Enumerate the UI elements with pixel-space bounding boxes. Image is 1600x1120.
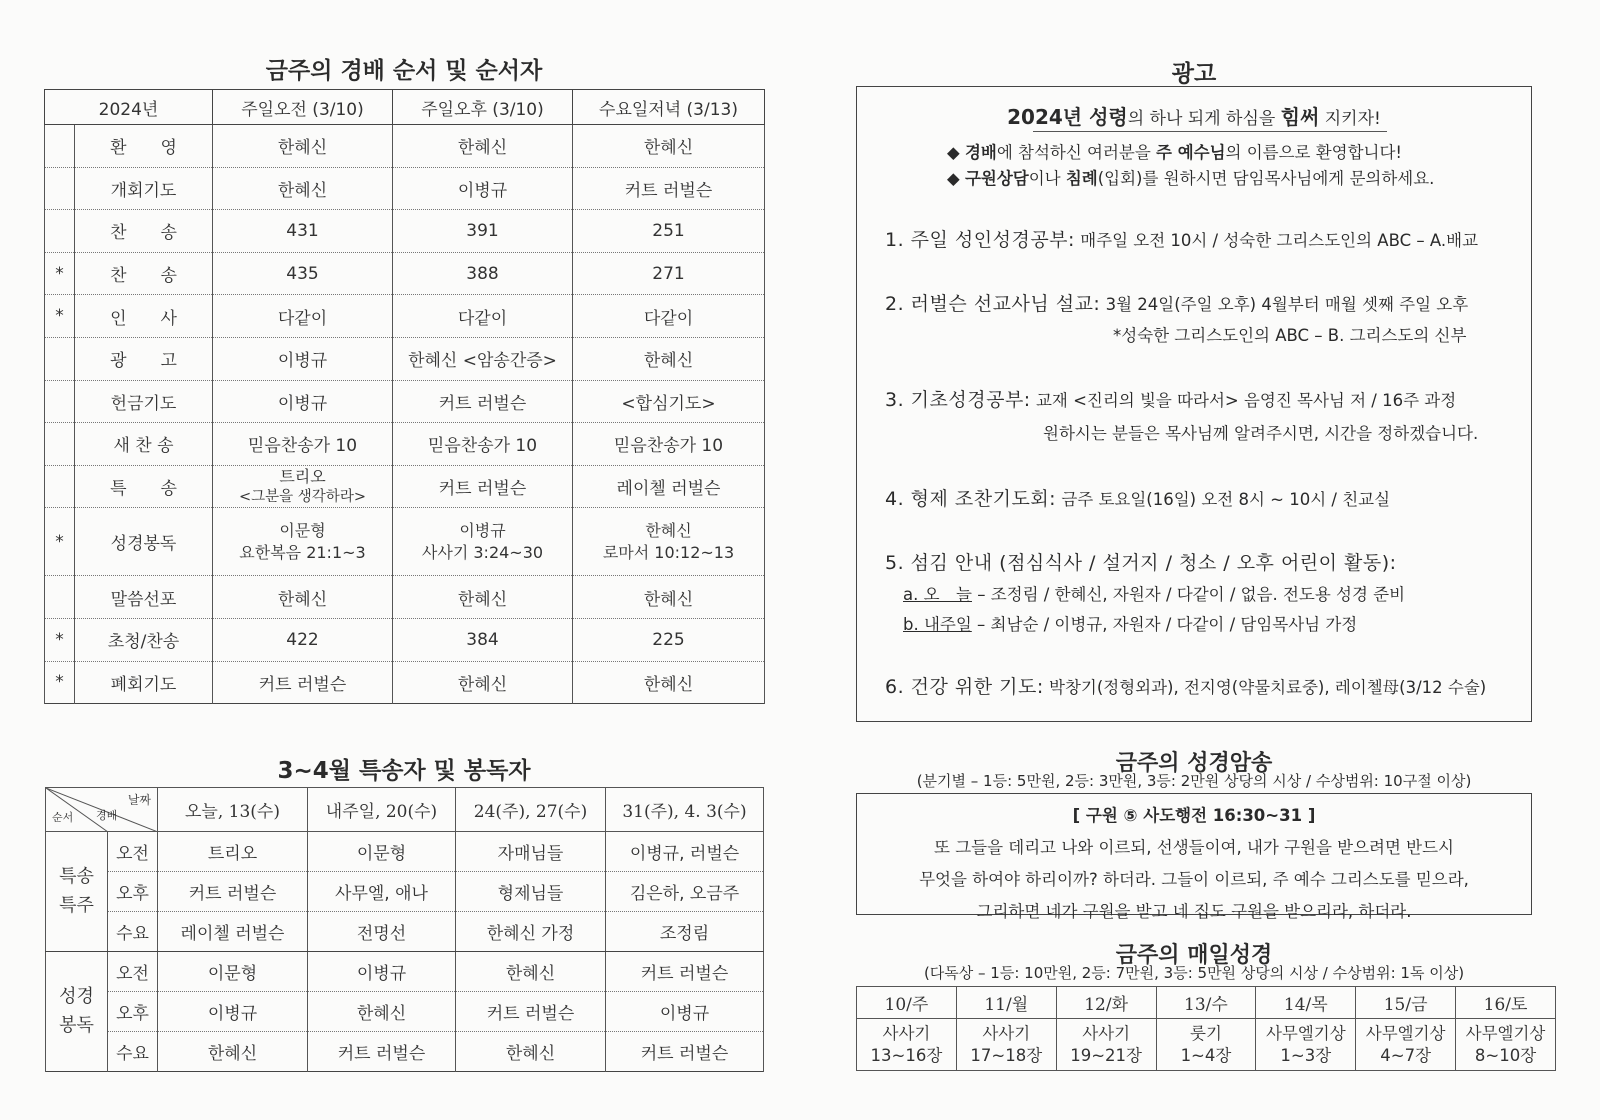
wednesday-header: 수요일저녁 (3/13)	[573, 90, 765, 125]
stand-marker	[45, 465, 75, 508]
sunday-am-cell: 다같이	[213, 295, 393, 338]
corner-worship-label: 경배	[96, 809, 118, 822]
header-row	[46, 788, 764, 832]
schedule-cell: 레이첼 러벌슨	[158, 912, 308, 952]
sunday-am-cell: 431	[213, 210, 393, 253]
book: 사사기	[982, 1024, 1031, 1044]
motto-underline	[1033, 131, 1387, 132]
order-label: 폐회기도	[75, 661, 213, 704]
diamond-bullet-icon: ◆	[947, 169, 960, 188]
daily-reading-title: 금주의 매일성경	[1115, 943, 1273, 968]
verse-line: 그리하면 네가 구원을 받고 네 집도 구원을 받으리라, 하더라.	[976, 902, 1412, 921]
header-row	[857, 987, 1556, 1019]
announcement-item	[885, 484, 1390, 511]
emphasis: 구원상담	[964, 169, 1029, 188]
book: 룻기	[1190, 1024, 1222, 1044]
wednesday-cell: 한혜신	[573, 337, 765, 380]
slot-label: 오전	[108, 832, 158, 872]
table-row	[46, 832, 764, 872]
chapters: 8~10장	[1474, 1045, 1537, 1065]
schedule-cell: 한혜신	[456, 952, 606, 992]
sunday-am-cell: 믿음찬송가 10	[213, 423, 393, 466]
wednesday-cell: 225	[573, 618, 765, 661]
sunday-pm-cell: 다같이	[393, 295, 573, 338]
group-label-line: 특송	[59, 865, 94, 887]
order-label: 찬 송	[75, 252, 213, 295]
item-heading: 6. 건강 위한 기도:	[885, 676, 1044, 698]
schedule-cell: 김은하, 오금주	[606, 872, 764, 912]
group-label-special-music	[46, 832, 108, 952]
stand-marker	[45, 380, 75, 423]
item-heading: 3. 기초성경공부:	[885, 389, 1031, 411]
service-today	[903, 581, 1405, 605]
sunday-pm-cell: 한혜신	[393, 125, 573, 168]
sunday-am-cell	[213, 465, 393, 508]
day-header: 10/주	[857, 987, 957, 1019]
wednesday-cell	[573, 508, 765, 576]
item-body: 박창기(정형외과), 전지영(약물치료중), 레이첼母(3/12 수술)	[1043, 678, 1487, 697]
emphasis: 경배	[964, 143, 997, 162]
stand-marker: *	[45, 295, 75, 338]
schedule-cell: 커트 러벌슨	[606, 952, 764, 992]
schedule-cell: 사무엘, 애나	[308, 872, 456, 912]
stand-marker	[45, 576, 75, 619]
reading-cell	[1056, 1019, 1156, 1071]
stand-marker: *	[45, 252, 75, 295]
reader: 이병규	[459, 521, 506, 541]
text: 의 이름으로 환영합니다!	[1225, 143, 1403, 162]
order-label: 성경봉독	[75, 508, 213, 576]
sunday-pm-cell: 388	[393, 252, 573, 295]
schedule-cell: 이병규	[308, 952, 456, 992]
text: 이나	[1028, 169, 1066, 188]
order-label: 개회기도	[75, 167, 213, 210]
schedule-cell: 한혜신 가정	[456, 912, 606, 952]
day-header: 12/화	[1056, 987, 1156, 1019]
table-row	[46, 872, 764, 912]
scripture: 요한복음 21:1~3	[239, 542, 366, 562]
reading-cell	[857, 1019, 957, 1071]
scripture: 로마서 10:12~13	[602, 542, 735, 562]
memory-verse-title: 금주의 성경암송	[1115, 751, 1273, 776]
table-row	[45, 337, 765, 380]
day-header: 11/월	[956, 987, 1056, 1019]
wednesday-cell: 251	[573, 210, 765, 253]
verse-line: 무엇을 하여야 하리이까? 하더라. 그들이 이르되, 주 예수 그리스도를 믿으라,	[919, 870, 1469, 889]
sunday-pm-cell: 믿음찬송가 10	[393, 423, 573, 466]
worship-order-title: 금주의 경배 순서 및 순서자	[265, 58, 543, 84]
reading-cell	[1356, 1019, 1456, 1071]
item-heading: 1. 주일 성인성경공부:	[885, 229, 1075, 251]
schedule-table	[45, 787, 764, 1072]
wednesday-cell: 커트 러벌슨	[573, 167, 765, 210]
sunday-am-cell: 435	[213, 252, 393, 295]
memory-verse-box	[856, 793, 1532, 921]
corner-header	[46, 788, 158, 832]
schedule-cell: 커트 러벌슨	[456, 992, 606, 1032]
stand-marker: *	[45, 661, 75, 704]
table-row	[45, 380, 765, 423]
sunday-am-cell: 한혜신	[213, 125, 393, 168]
item-body: 3월 24일(주일 오후) 4월부터 매월 셋째 주일 오후	[1100, 295, 1469, 314]
schedule-cell: 조정림	[606, 912, 764, 952]
table-row	[46, 952, 764, 992]
table-row	[45, 661, 765, 704]
schedule-cell: 한혜신	[456, 1032, 606, 1072]
motto-part: 2024년	[1007, 105, 1090, 129]
announcement-item	[885, 225, 1478, 252]
table-row	[45, 125, 765, 168]
table-row	[45, 252, 765, 295]
schedule-cell: 커트 러벌슨	[308, 1032, 456, 1072]
book: 사무엘기상	[1465, 1024, 1546, 1044]
order-label: 인 사	[75, 295, 213, 338]
order-label: 헌금기도	[75, 380, 213, 423]
day-header: 14/목	[1256, 987, 1356, 1019]
table-row	[45, 295, 765, 338]
stand-marker	[45, 423, 75, 466]
wednesday-cell: <합심기도>	[573, 380, 765, 423]
wednesday-cell: 한혜신	[573, 661, 765, 704]
schedule-cell: 이병규, 러벌슨	[606, 832, 764, 872]
diamond-bullet-icon: ◆	[947, 143, 960, 162]
chapters: 17~18장	[970, 1045, 1043, 1065]
sub-text: – 최남순 / 이병규, 자원자 / 다같이 / 담임목사님 가정	[971, 615, 1358, 634]
sunday-am-cell: 422	[213, 618, 393, 661]
date-header: 24(주), 27(수)	[456, 788, 606, 832]
schedule-cell: 형제님들	[456, 872, 606, 912]
ads-title: 광고	[1171, 61, 1217, 87]
emphasis: 침례	[1065, 169, 1098, 188]
scripture: 사사기 3:24~30	[421, 542, 544, 562]
schedule-cell: 커트 러벌슨	[158, 872, 308, 912]
sunday-pm-cell: 한혜신	[393, 661, 573, 704]
stand-marker	[45, 210, 75, 253]
reading-cell	[956, 1019, 1056, 1071]
text: 에 참석하신 여러분을	[996, 143, 1157, 162]
stand-marker	[45, 167, 75, 210]
sunday-pm-cell: 한혜신 <암송간증>	[393, 337, 573, 380]
item-heading: 2. 러벌슨 선교사님 설교:	[885, 293, 1101, 315]
schedule-cell: 커트 러벌슨	[606, 1032, 764, 1072]
table-row	[45, 508, 765, 576]
table-row	[45, 465, 765, 508]
day-header: 13/수	[1156, 987, 1256, 1019]
corner-date-label: 날짜	[127, 793, 151, 807]
date-header: 31(주), 4. 3(수)	[606, 788, 764, 832]
schedule-title: 3~4월 특송자 및 봉독자	[277, 758, 531, 784]
date-header: 오늘, 13(수)	[158, 788, 308, 832]
schedule-cell: 이문형	[158, 952, 308, 992]
table-row	[45, 423, 765, 466]
announcement-item	[885, 672, 1486, 699]
sunday-pm-cell	[393, 508, 573, 576]
item-body: 금주 토요일(16일) 오전 8시 ~ 10시 / 친교실	[1056, 490, 1391, 509]
stand-marker	[45, 125, 75, 168]
motto-part: 의 하나 되게 하심을	[1127, 109, 1281, 129]
verse-line: 또 그들을 데리고 나와 이르되, 선생들이여, 내가 구원을 받으려면 반드시	[934, 838, 1454, 857]
performer: 트리오	[279, 466, 326, 486]
order-label: 특 송	[75, 465, 213, 508]
sunday-am-cell	[213, 508, 393, 576]
table-row	[46, 992, 764, 1032]
chapters: 13~16장	[870, 1045, 943, 1065]
sunday-am-cell: 커트 러벌슨	[213, 661, 393, 704]
reading-cell	[1156, 1019, 1256, 1071]
motto-part: 힘써	[1280, 105, 1320, 129]
daily-reading-table	[856, 986, 1556, 1071]
chapters: 19~21장	[1070, 1045, 1142, 1065]
sub-text: – 조정림 / 한혜신, 자원자 / 다같이 / 없음. 전도용 성경 준비	[971, 585, 1406, 604]
wednesday-cell: 믿음찬송가 10	[573, 423, 765, 466]
worship-order-table	[44, 89, 765, 704]
schedule-cell: 한혜신	[308, 992, 456, 1032]
table-row	[45, 618, 765, 661]
daily-reading-note: (다독상 – 1등: 10만원, 2등: 7만원, 3등: 5만원 상당의 시상 / 수상범위: 1독 이상)	[923, 964, 1465, 982]
sunday-am-cell: 이병규	[213, 380, 393, 423]
announcement-item	[885, 548, 1397, 575]
group-label-line: 봉독	[59, 1014, 94, 1036]
table-row	[857, 1019, 1556, 1071]
sunday-am-cell: 한혜신	[213, 576, 393, 619]
book: 사사기	[882, 1024, 931, 1044]
song-title: <그분을 생각하라>	[239, 488, 366, 505]
sunday-pm-cell: 한혜신	[393, 576, 573, 619]
item-heading: 5. 섬김 안내 (점심식사 / 설거지 / 청소 / 오후 어린이 활동):	[885, 552, 1397, 574]
order-label: 광 고	[75, 337, 213, 380]
order-label: 초청/찬송	[75, 618, 213, 661]
schedule-cell: 전명선	[308, 912, 456, 952]
slot-label: 오후	[108, 992, 158, 1032]
book: 사사기	[1082, 1024, 1131, 1044]
motto-part: 지키자!	[1319, 109, 1381, 129]
chapters: 1~4장	[1180, 1045, 1232, 1065]
item-body: 교재 <진리의 빛을 따라서> 음영진 목사님 저 / 16주 과정	[1030, 391, 1457, 410]
verse-reference: [ 구원 ⑤ 사도행전 16:30~31 ]	[1072, 806, 1316, 825]
corner-order-label: 순서	[52, 811, 74, 824]
item-body: 매주일 오전 10시 / 성숙한 그리스도인의 ABC – A.배교	[1074, 231, 1479, 250]
announcement-item	[885, 385, 1456, 412]
wednesday-cell: 271	[573, 252, 765, 295]
chapters: 4~7장	[1380, 1045, 1432, 1065]
wednesday-cell: 레이첼 러벌슨	[573, 465, 765, 508]
reading-cell	[1456, 1019, 1556, 1071]
sunday-pm-cell: 커트 러벌슨	[393, 380, 573, 423]
service-next-week	[903, 611, 1357, 635]
text: (입회)를 원하시면 담임목사님에게 문의하세요.	[1097, 169, 1435, 188]
book: 사무엘기상	[1365, 1024, 1446, 1044]
annual-motto	[857, 101, 1531, 130]
slot-label: 오전	[108, 952, 158, 992]
reader: 한혜신	[645, 521, 692, 541]
wednesday-cell: 한혜신	[573, 125, 765, 168]
day-header: 15/금	[1356, 987, 1456, 1019]
slot-label: 수요	[108, 1032, 158, 1072]
slot-label: 수요	[108, 912, 158, 952]
sub-label: b. 내주일	[903, 615, 972, 634]
sunday-pm-cell: 커트 러벌슨	[393, 465, 573, 508]
sunday-am-header: 주일오전 (3/10)	[213, 90, 393, 125]
announcements-box	[856, 86, 1532, 722]
table-row	[46, 912, 764, 952]
schedule-cell: 이병규	[606, 992, 764, 1032]
item-heading: 4. 형제 조찬기도회:	[885, 488, 1057, 510]
day-header: 16/토	[1456, 987, 1556, 1019]
stand-marker	[45, 337, 75, 380]
wednesday-cell: 한혜신	[573, 576, 765, 619]
group-label-scripture-reading	[46, 952, 108, 1072]
schedule-cell: 자매님들	[456, 832, 606, 872]
sunday-pm-cell: 이병규	[393, 167, 573, 210]
motto-part: 성령	[1089, 105, 1128, 129]
slot-label: 오후	[108, 872, 158, 912]
table-row	[46, 1032, 764, 1072]
sunday-am-cell: 이병규	[213, 337, 393, 380]
book: 사무엘기상	[1265, 1024, 1346, 1044]
order-label: 새 찬 송	[75, 423, 213, 466]
table-row	[45, 167, 765, 210]
header-row	[45, 90, 765, 125]
group-label-line: 성경	[59, 985, 94, 1007]
order-label: 찬 송	[75, 210, 213, 253]
table-row	[45, 210, 765, 253]
welcome-line	[947, 139, 1402, 163]
table-row	[45, 576, 765, 619]
stand-marker: *	[45, 508, 75, 576]
schedule-cell: 트리오	[158, 832, 308, 872]
sunday-pm-header: 주일오후 (3/10)	[393, 90, 573, 125]
sunday-pm-cell: 391	[393, 210, 573, 253]
stand-marker: *	[45, 618, 75, 661]
sunday-am-cell: 한혜신	[213, 167, 393, 210]
sub-label: a. 오 늘	[903, 585, 972, 604]
schedule-cell: 한혜신	[158, 1032, 308, 1072]
order-label: 말씀선포	[75, 576, 213, 619]
welcome-line	[947, 165, 1434, 189]
item-subline: 원하시는 분들은 목사님께 알려주시면, 시간을 정하겠습니다.	[1043, 424, 1479, 443]
emphasis: 주 예수님	[1156, 143, 1226, 162]
schedule-cell: 이병규	[158, 992, 308, 1032]
year-header: 2024년	[45, 90, 213, 125]
chapters: 1~3장	[1280, 1045, 1332, 1065]
reading-cell	[1256, 1019, 1356, 1071]
announcement-item	[885, 289, 1468, 316]
schedule-cell: 이문형	[308, 832, 456, 872]
memory-verse-note: (분기별 – 1등: 5만원, 2등: 3만원, 3등: 2만원 상당의 시상 / 수상범위: 10구절 이상)	[916, 772, 1472, 790]
group-label-line: 특주	[59, 894, 94, 916]
sunday-pm-cell: 384	[393, 618, 573, 661]
date-header: 내주일, 20(수)	[308, 788, 456, 832]
item-subline: *성숙한 그리스도인의 ABC – B. 그리스도의 신부	[1113, 326, 1467, 345]
wednesday-cell: 다같이	[573, 295, 765, 338]
order-label: 환 영	[75, 125, 213, 168]
reader: 이문형	[279, 521, 326, 541]
